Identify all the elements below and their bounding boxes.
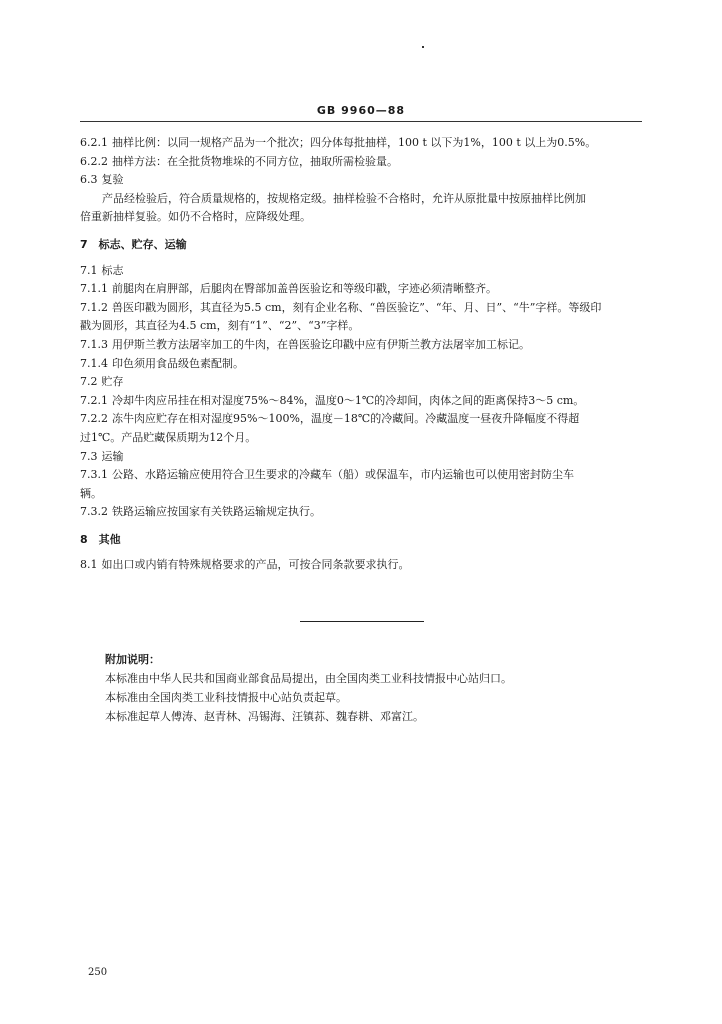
clause-7-2 xyxy=(80,373,644,392)
clause-number: 6.2.2 xyxy=(80,154,108,168)
clause-7-1-3 xyxy=(80,336,644,355)
note-line: 本标准由中华人民共和国商业部食品局提出，由全国肉类工业科技情报中心站归口。 xyxy=(105,672,512,685)
clause-7-2-2 xyxy=(80,410,644,429)
clause-number: 7.3 xyxy=(80,449,98,463)
clause-7-3 xyxy=(80,448,644,467)
clause-number: 7.2.1 xyxy=(80,393,108,407)
clause-7-3-1-cont xyxy=(80,485,644,504)
paragraph-text: 产品经检验后，符合质量规格的，按规格定级。抽样检验不合格时，允许从原批量中按原抽样比例加 xyxy=(102,191,586,205)
clause-number: 7.1.1 xyxy=(80,282,108,296)
clause-text: 冷却牛肉应吊挂在相对湿度75%～84%，温度0～1℃的冷却间，肉体之间的距离保持3～5 cm。 xyxy=(112,393,585,407)
clause-7-1-4 xyxy=(80,355,644,374)
note-line: 本标准由全国肉类工业科技情报中心站负责起草。 xyxy=(105,691,347,704)
clause-6-2-1 xyxy=(80,134,644,153)
clause-text: 复验 xyxy=(101,173,124,187)
clause-text: 兽医印戳为圆形，其直径为5.5 cm，刻有企业名称、“兽医验讫”、“年、月、日”、“牛”字样。等级印 xyxy=(112,300,602,314)
section-8-title: 8 其他 xyxy=(80,532,121,546)
clause-text: 运输 xyxy=(101,449,124,463)
section-7-title: 7 标志、贮存、运输 xyxy=(80,237,187,251)
clause-number: 7.1 xyxy=(80,263,98,277)
scan-speck xyxy=(422,46,424,48)
clause-text: 前腿肉在肩胛部，后腿肉在臀部加盖兽医验讫和等级印戳，字迹必须清晰整齐。 xyxy=(112,282,497,296)
clause-number: 7.2.2 xyxy=(80,412,108,426)
clause-number: 6.3 xyxy=(80,173,98,187)
clause-7-1-2 xyxy=(80,299,644,318)
notes-title: 附加说明： xyxy=(105,653,160,666)
clause-number: 7.2 xyxy=(80,375,98,389)
clause-7-1 xyxy=(80,262,644,281)
clause-number: 7.3.1 xyxy=(80,468,108,482)
clause-number: 7.3.2 xyxy=(80,505,108,519)
clause-text: 戳为圆形，其直径为4.5 cm，刻有“1”、“2”、“3”字样。 xyxy=(80,319,360,333)
header-rule xyxy=(80,121,642,122)
note-line: 本标准起草人傅涛、赵青林、冯锡海、汪镇荪、魏春耕、邓富江。 xyxy=(105,710,424,723)
clause-text: 用伊斯兰教方法屠宰加工的牛肉，在兽医验讫印戳中应有伊斯兰教方法屠宰加工标记。 xyxy=(112,337,530,351)
clause-text: 铁路运输应按国家有关铁路运输规定执行。 xyxy=(112,505,321,519)
clause-text: 印色须用食品级色素配制。 xyxy=(112,356,244,370)
clause-7-1-2-cont xyxy=(80,317,644,336)
clause-text: 标志 xyxy=(101,263,124,277)
paragraph-line xyxy=(80,190,644,209)
clause-text: 冻牛肉应贮存在相对湿度95%～100%，温度－18℃的冷藏间。冷藏温度一昼夜升降幅度不得超 xyxy=(112,412,580,426)
clause-6-3 xyxy=(80,171,644,190)
clause-6-2-2 xyxy=(80,153,644,172)
additional-notes xyxy=(105,650,645,726)
clause-number: 6.2.1 xyxy=(80,136,108,149)
clause-7-2-1 xyxy=(80,392,644,411)
clause-7-3-2 xyxy=(80,503,644,522)
clause-text: 贮存 xyxy=(101,375,124,389)
clause-number: 7.1.4 xyxy=(80,356,108,370)
clause-number: 7.1.3 xyxy=(80,337,108,351)
clause-7-1-1 xyxy=(80,280,644,299)
clause-number: 7.1.2 xyxy=(80,300,108,314)
clause-text: 如出口或内销有特殊规格要求的产品，可按合同条款要求执行。 xyxy=(101,558,410,572)
page-number: 250 xyxy=(88,967,108,978)
clause-text: 抽样方法：在全批货物堆垛的不同方位，抽取所需检验量。 xyxy=(112,154,398,168)
clause-7-2-2-cont xyxy=(80,429,644,448)
clause-number: 8.1 xyxy=(80,558,98,572)
clause-text: 公路、水路运输应使用符合卫生要求的冷藏车（船）或保温车，市内运输也可以使用密封防尘车 xyxy=(112,468,574,482)
standard-header: GB 9960—88 xyxy=(316,104,406,117)
paragraph-line xyxy=(80,208,644,227)
clause-text: 辆。 xyxy=(80,486,102,500)
end-rule xyxy=(300,621,424,622)
clause-8-1 xyxy=(80,556,644,575)
paragraph-text: 倍重新抽样复验。如仍不合格时，应降级处理。 xyxy=(80,210,311,224)
document-body xyxy=(80,134,644,575)
clause-text: 过1℃。产品贮藏保质期为12个月。 xyxy=(80,430,257,444)
clause-text: 抽样比例：以同一规格产品为一个批次；四分体每批抽样，100 t 以下为1%，100 t 以上为0.5%。 xyxy=(112,136,597,149)
clause-7-3-1 xyxy=(80,466,644,485)
